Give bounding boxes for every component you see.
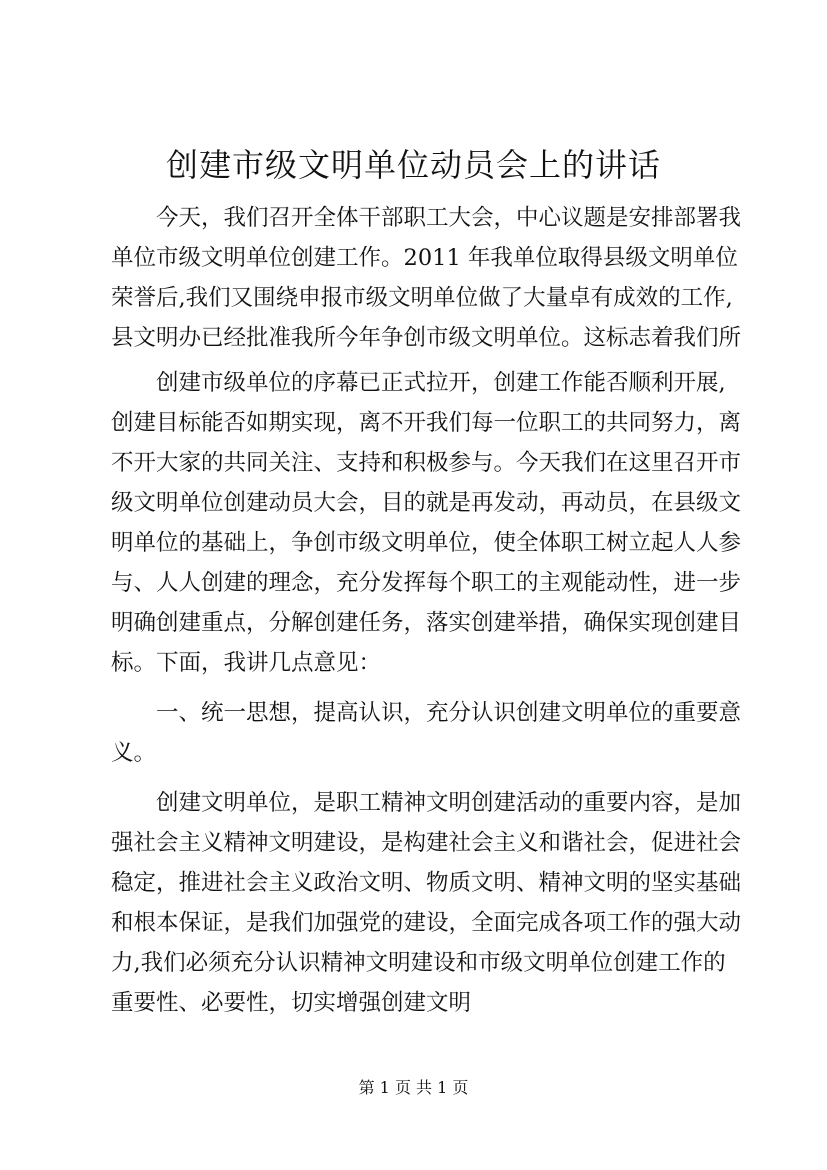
paragraph-line: 创建文明单位，是职工精神文明创建活动的重要内容，是加 xyxy=(156,790,742,816)
paragraph-line: 创建目标能否如期实现，离不开我们每一位职工的共同努力，离 xyxy=(111,410,742,436)
paragraph-line: 今天，我们召开全体干部职工大会，中心议题是安排部署我 xyxy=(156,205,742,231)
paragraph-line: 力,我们必须充分认识精神文明建设和市级文明单位创建工作的 xyxy=(111,950,726,976)
paragraph-line: 荣誉后,我们又围绕申报市级文明单位做了大量卓有成效的工作, xyxy=(111,285,733,311)
paragraph-line: 不开大家的共同关注、支持和积极参与。今天我们在这里召开市 xyxy=(111,450,742,476)
paragraph-line: 级文明单位创建动员大会，目的就是再发动，再动员，在县级文 xyxy=(111,490,742,516)
paragraph-line: 重要性、必要性，切实增强创建文明 xyxy=(111,990,472,1016)
paragraph-line: 明单位的基础上，争创市级文明单位，使全体职工树立起人人参 xyxy=(111,530,742,556)
paragraph-line: 强社会主义精神文明建设，是构建社会主义和谐社会，促进社会 xyxy=(111,830,742,856)
paragraph-line: 创建市级单位的序幕已正式拉开，创建工作能否顺利开展, xyxy=(156,370,726,396)
section-heading-line: 义。 xyxy=(111,740,157,766)
paragraph-line: 和根本保证，是我们加强党的建设，全面完成各项工作的强大动 xyxy=(111,910,742,936)
page-footer: 第 1 页 共 1 页 xyxy=(358,1078,469,1097)
document-title: 创建市级文明单位动员会上的讲话 xyxy=(165,146,661,184)
paragraph-line: 明确创建重点，分解创建任务，落实创建举措，确保实现创建目 xyxy=(111,610,742,636)
paragraph-line: 标。下面，我讲几点意见： xyxy=(111,650,382,676)
section-heading-line: 一、统一思想，提高认识，充分认识创建文明单位的重要意 xyxy=(156,700,742,726)
paragraph-line: 稳定，推进社会主义政治文明、物质文明、精神文明的坚实基础 xyxy=(111,870,742,896)
paragraph-line: 与、人人创建的理念，充分发挥每个职工的主观能动性，进一步 xyxy=(111,570,742,596)
paragraph-line: 县文明办已经批准我所今年争创市级文明单位。这标志着我们所 xyxy=(111,325,742,351)
paragraph-line: 单位市级文明单位创建工作。2011 年我单位取得县级文明单位 xyxy=(111,245,738,271)
